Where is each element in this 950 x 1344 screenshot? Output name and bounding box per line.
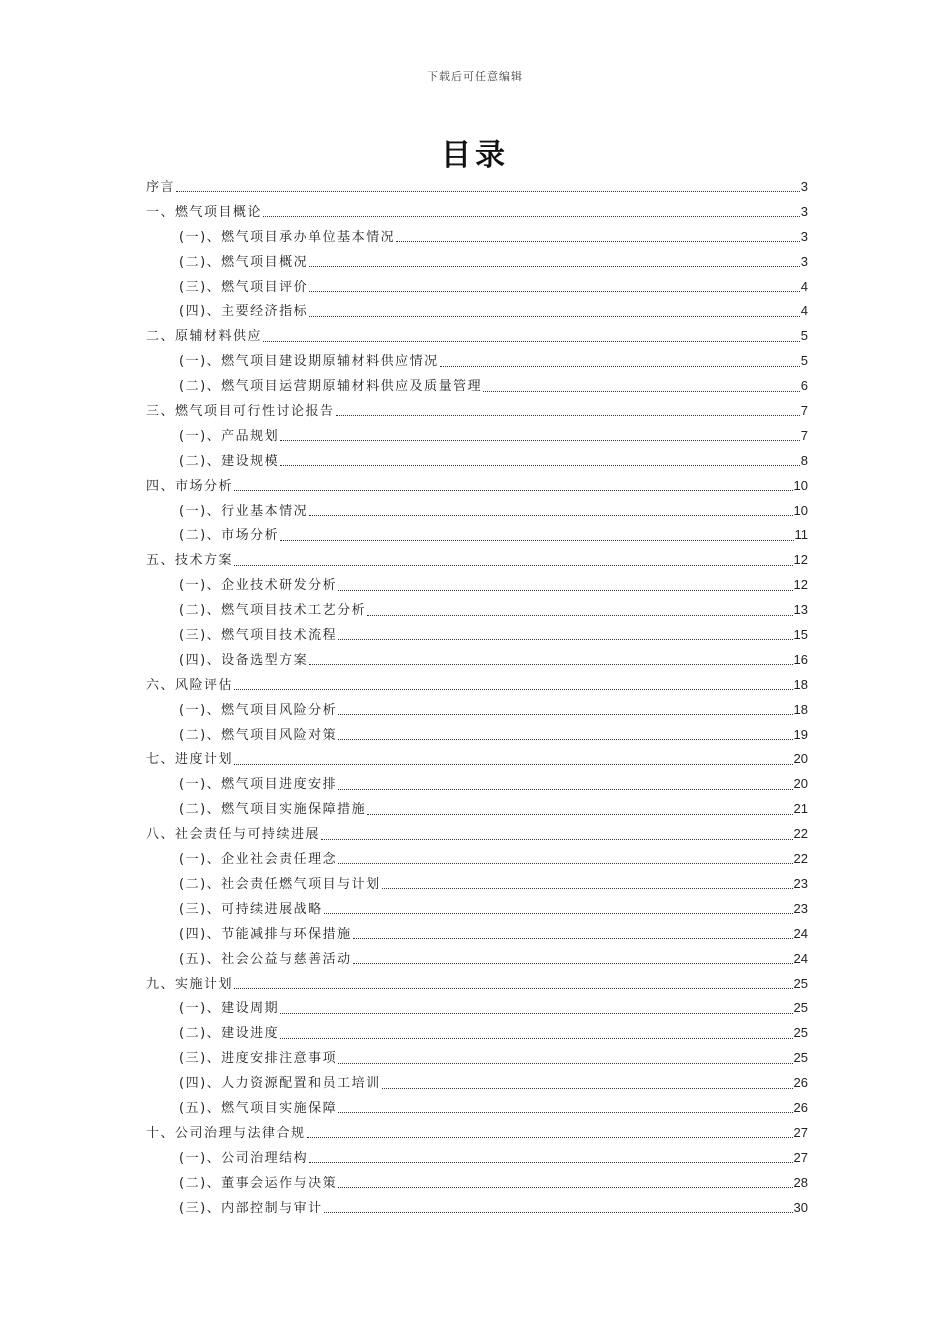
toc-subsection-entry[interactable] — [146, 996, 808, 1021]
toc-entry-label: (二)、燃气项目概况 — [179, 254, 309, 270]
toc-entry-label: (三)、可持续进展战略 — [179, 901, 323, 917]
toc-entry-label: (二)、社会责任燃气项目与计划 — [179, 876, 381, 892]
toc-entry-page-number: 16 — [793, 651, 808, 667]
toc-entry-label: 一、燃气项目概论 — [146, 204, 263, 220]
toc-entry-page-number: 3 — [800, 203, 808, 219]
toc-subsection-entry[interactable] — [146, 897, 808, 922]
toc-entry-label: (二)、燃气项目风险对策 — [179, 727, 338, 743]
toc-subsection-entry[interactable] — [146, 499, 808, 524]
toc-subsection-entry[interactable] — [146, 1196, 808, 1221]
toc-entry-page-number: 5 — [800, 328, 808, 344]
toc-dot-leader — [234, 688, 793, 690]
toc-entry-page-number: 26 — [793, 1075, 808, 1091]
toc-entry-page-number: 5 — [800, 353, 808, 369]
toc-subsection-entry[interactable] — [146, 250, 808, 275]
table-of-contents — [146, 175, 808, 1220]
toc-dot-leader — [307, 1136, 793, 1138]
toc-section-entry[interactable] — [146, 399, 808, 424]
toc-entry-label: (二)、燃气项目运营期原辅材料供应及质量管理 — [179, 379, 483, 395]
toc-entry-page-number: 8 — [800, 452, 808, 468]
toc-dot-leader — [338, 788, 792, 790]
toc-subsection-entry[interactable] — [146, 275, 808, 300]
toc-entry-page-number: 13 — [793, 602, 808, 618]
toc-dot-leader — [309, 315, 800, 317]
toc-entry-label: 九、实施计划 — [146, 976, 234, 992]
toc-subsection-entry[interactable] — [146, 797, 808, 822]
toc-dot-leader — [263, 340, 800, 342]
toc-dot-leader — [353, 962, 793, 964]
toc-section-entry[interactable] — [146, 548, 808, 573]
toc-entry-label: (一)、燃气项目风险分析 — [179, 702, 338, 718]
toc-section-entry[interactable] — [146, 1121, 808, 1146]
toc-entry-page-number: 22 — [793, 826, 808, 842]
toc-entry-label: 二、原辅材料供应 — [146, 329, 263, 345]
toc-entry-page-number: 22 — [793, 851, 808, 867]
toc-entry-page-number: 25 — [793, 1000, 808, 1016]
toc-entry-label: 六、风险评估 — [146, 677, 234, 693]
toc-entry-label: (三)、内部控制与审计 — [179, 1200, 323, 1216]
toc-dot-leader — [353, 937, 793, 939]
toc-entry-page-number: 6 — [800, 378, 808, 394]
toc-entry-label: (一)、企业社会责任理念 — [179, 852, 338, 868]
toc-entry-label: (二)、董事会运作与决策 — [179, 1175, 338, 1191]
toc-dot-leader — [338, 1186, 792, 1188]
toc-entry-label: (四)、节能减排与环保措施 — [179, 926, 352, 942]
toc-subsection-entry[interactable] — [146, 648, 808, 673]
toc-entry-page-number: 10 — [793, 477, 808, 493]
toc-subsection-entry[interactable] — [146, 698, 808, 723]
toc-entry-label: (五)、社会公益与慈善活动 — [179, 951, 352, 967]
toc-entry-page-number: 11 — [794, 527, 808, 543]
toc-entry-page-number: 3 — [800, 179, 808, 194]
toc-dot-leader — [338, 589, 792, 591]
toc-section-entry[interactable] — [146, 175, 808, 200]
toc-subsection-entry[interactable] — [146, 872, 808, 897]
toc-dot-leader — [483, 390, 800, 392]
toc-subsection-entry[interactable] — [146, 1171, 808, 1196]
toc-subsection-entry[interactable] — [146, 374, 808, 399]
toc-entry-label: (二)、建设进度 — [179, 1026, 280, 1042]
toc-entry-label: (四)、主要经济指标 — [179, 304, 309, 320]
toc-entry-label: 四、市场分析 — [146, 478, 234, 494]
toc-subsection-entry[interactable] — [146, 847, 808, 872]
toc-section-entry[interactable] — [146, 747, 808, 772]
toc-dot-leader — [324, 912, 793, 914]
toc-entry-page-number: 3 — [800, 253, 808, 269]
toc-subsection-entry[interactable] — [146, 349, 808, 374]
toc-dot-leader — [382, 1087, 793, 1089]
toc-entry-page-number: 18 — [793, 701, 808, 717]
toc-dot-leader — [309, 265, 800, 267]
toc-subsection-entry[interactable] — [146, 573, 808, 598]
toc-entry-label: 七、进度计划 — [146, 752, 234, 768]
toc-section-entry[interactable] — [146, 673, 808, 698]
toc-subsection-entry[interactable] — [146, 424, 808, 449]
toc-dot-leader — [338, 1111, 792, 1113]
toc-section-entry[interactable] — [146, 972, 808, 997]
toc-dot-leader — [367, 813, 792, 815]
toc-entry-page-number: 15 — [793, 627, 808, 643]
toc-section-entry[interactable] — [146, 474, 808, 499]
toc-dot-leader — [309, 1161, 792, 1163]
toc-entry-page-number: 28 — [793, 1174, 808, 1190]
toc-subsection-entry[interactable] — [146, 1146, 808, 1171]
toc-entry-label: 三、燃气项目可行性讨论报告 — [146, 404, 335, 420]
toc-dot-leader — [280, 1037, 792, 1039]
toc-section-entry[interactable] — [146, 324, 808, 349]
toc-subsection-entry[interactable] — [146, 1021, 808, 1046]
toc-entry-label: (二)、建设规模 — [179, 453, 280, 469]
toc-entry-page-number: 25 — [793, 975, 808, 991]
toc-dot-leader — [176, 190, 800, 192]
toc-entry-page-number: 27 — [793, 1149, 808, 1165]
toc-dot-leader — [338, 862, 792, 864]
toc-dot-leader — [336, 414, 800, 416]
toc-title: 目录 — [441, 138, 509, 173]
page-header-note: 下载后可任意编辑 — [427, 70, 523, 83]
toc-dot-leader — [280, 464, 800, 466]
toc-entry-page-number: 3 — [800, 228, 808, 244]
toc-entry-page-number: 23 — [793, 875, 808, 891]
toc-dot-leader — [367, 614, 792, 616]
toc-entry-label: 十、公司治理与法律合规 — [146, 1125, 306, 1141]
toc-dot-leader — [324, 1211, 793, 1213]
toc-dot-leader — [338, 638, 792, 640]
toc-entry-page-number: 10 — [793, 502, 808, 518]
toc-entry-page-number: 24 — [793, 950, 808, 966]
toc-dot-leader — [280, 439, 800, 441]
toc-section-entry[interactable] — [146, 200, 808, 225]
toc-dot-leader — [338, 738, 792, 740]
toc-subsection-entry[interactable] — [146, 523, 808, 548]
toc-dot-leader — [234, 987, 793, 989]
toc-entry-label: 序言 — [146, 180, 176, 195]
toc-section-entry[interactable] — [146, 822, 808, 847]
toc-entry-page-number: 7 — [800, 403, 808, 419]
toc-entry-label: (一)、燃气项目承办单位基本情况 — [179, 229, 396, 245]
toc-entry-label: 五、技术方案 — [146, 553, 234, 569]
toc-dot-leader — [309, 663, 792, 665]
toc-entry-page-number: 21 — [793, 801, 808, 817]
toc-subsection-entry[interactable] — [146, 1096, 808, 1121]
toc-subsection-entry[interactable] — [146, 449, 808, 474]
toc-entry-label: (一)、燃气项目建设期原辅材料供应情况 — [179, 354, 439, 370]
toc-dot-leader — [309, 290, 800, 292]
toc-subsection-entry[interactable] — [146, 225, 808, 250]
toc-entry-page-number: 12 — [793, 577, 808, 593]
toc-subsection-entry[interactable] — [146, 723, 808, 748]
toc-dot-leader — [321, 838, 793, 840]
toc-entry-page-number: 20 — [793, 776, 808, 792]
toc-entry-label: (二)、燃气项目实施保障措施 — [179, 802, 367, 818]
toc-entry-label: (二)、市场分析 — [179, 528, 280, 544]
toc-subsection-entry[interactable] — [146, 623, 808, 648]
toc-entry-label: (一)、燃气项目进度安排 — [179, 777, 338, 793]
toc-subsection-entry[interactable] — [146, 1071, 808, 1096]
toc-entry-label: (三)、燃气项目评价 — [179, 279, 309, 295]
toc-dot-leader — [263, 215, 800, 217]
toc-entry-label: (一)、行业基本情况 — [179, 503, 309, 519]
toc-entry-label: (三)、燃气项目技术流程 — [179, 628, 338, 644]
toc-entry-page-number: 12 — [793, 552, 808, 568]
toc-entry-page-number: 25 — [793, 1050, 808, 1066]
toc-entry-label: (三)、进度安排注意事项 — [179, 1051, 338, 1067]
toc-dot-leader — [280, 539, 793, 541]
toc-entry-page-number: 24 — [793, 925, 808, 941]
toc-dot-leader — [234, 763, 793, 765]
toc-entry-page-number: 25 — [793, 1025, 808, 1041]
toc-entry-label: (一)、产品规划 — [179, 428, 280, 444]
toc-entry-label: (一)、建设周期 — [179, 1001, 280, 1017]
toc-entry-page-number: 19 — [793, 726, 808, 742]
toc-dot-leader — [280, 1012, 792, 1014]
toc-dot-leader — [382, 887, 793, 889]
toc-entry-page-number: 26 — [793, 1099, 808, 1115]
toc-subsection-entry[interactable] — [146, 299, 808, 324]
toc-dot-leader — [440, 365, 800, 367]
toc-entry-label: (四)、设备选型方案 — [179, 652, 309, 668]
toc-entry-label: (一)、企业技术研发分析 — [179, 578, 338, 594]
toc-subsection-entry[interactable] — [146, 1046, 808, 1071]
toc-entry-label: (五)、燃气项目实施保障 — [179, 1100, 338, 1116]
toc-dot-leader — [338, 1062, 792, 1064]
toc-dot-leader — [234, 489, 793, 491]
toc-dot-leader — [338, 713, 792, 715]
toc-entry-label: (二)、燃气项目技术工艺分析 — [179, 603, 367, 619]
toc-subsection-entry[interactable] — [146, 772, 808, 797]
toc-entry-page-number: 23 — [793, 900, 808, 916]
toc-entry-page-number: 20 — [793, 751, 808, 767]
toc-entry-label: (一)、公司治理结构 — [179, 1150, 309, 1166]
toc-entry-page-number: 7 — [800, 427, 808, 443]
toc-entry-page-number: 30 — [793, 1199, 808, 1215]
toc-dot-leader — [234, 564, 793, 566]
toc-subsection-entry[interactable] — [146, 922, 808, 947]
toc-subsection-entry[interactable] — [146, 598, 808, 623]
toc-subsection-entry[interactable] — [146, 947, 808, 972]
toc-entry-page-number: 4 — [800, 303, 808, 319]
toc-entry-page-number: 18 — [793, 676, 808, 692]
toc-entry-label: (四)、人力资源配置和员工培训 — [179, 1076, 381, 1092]
toc-entry-page-number: 27 — [793, 1124, 808, 1140]
toc-entry-page-number: 4 — [800, 278, 808, 294]
toc-entry-label: 八、社会责任与可持续进展 — [146, 827, 321, 843]
toc-dot-leader — [396, 240, 800, 242]
toc-dot-leader — [309, 514, 792, 516]
